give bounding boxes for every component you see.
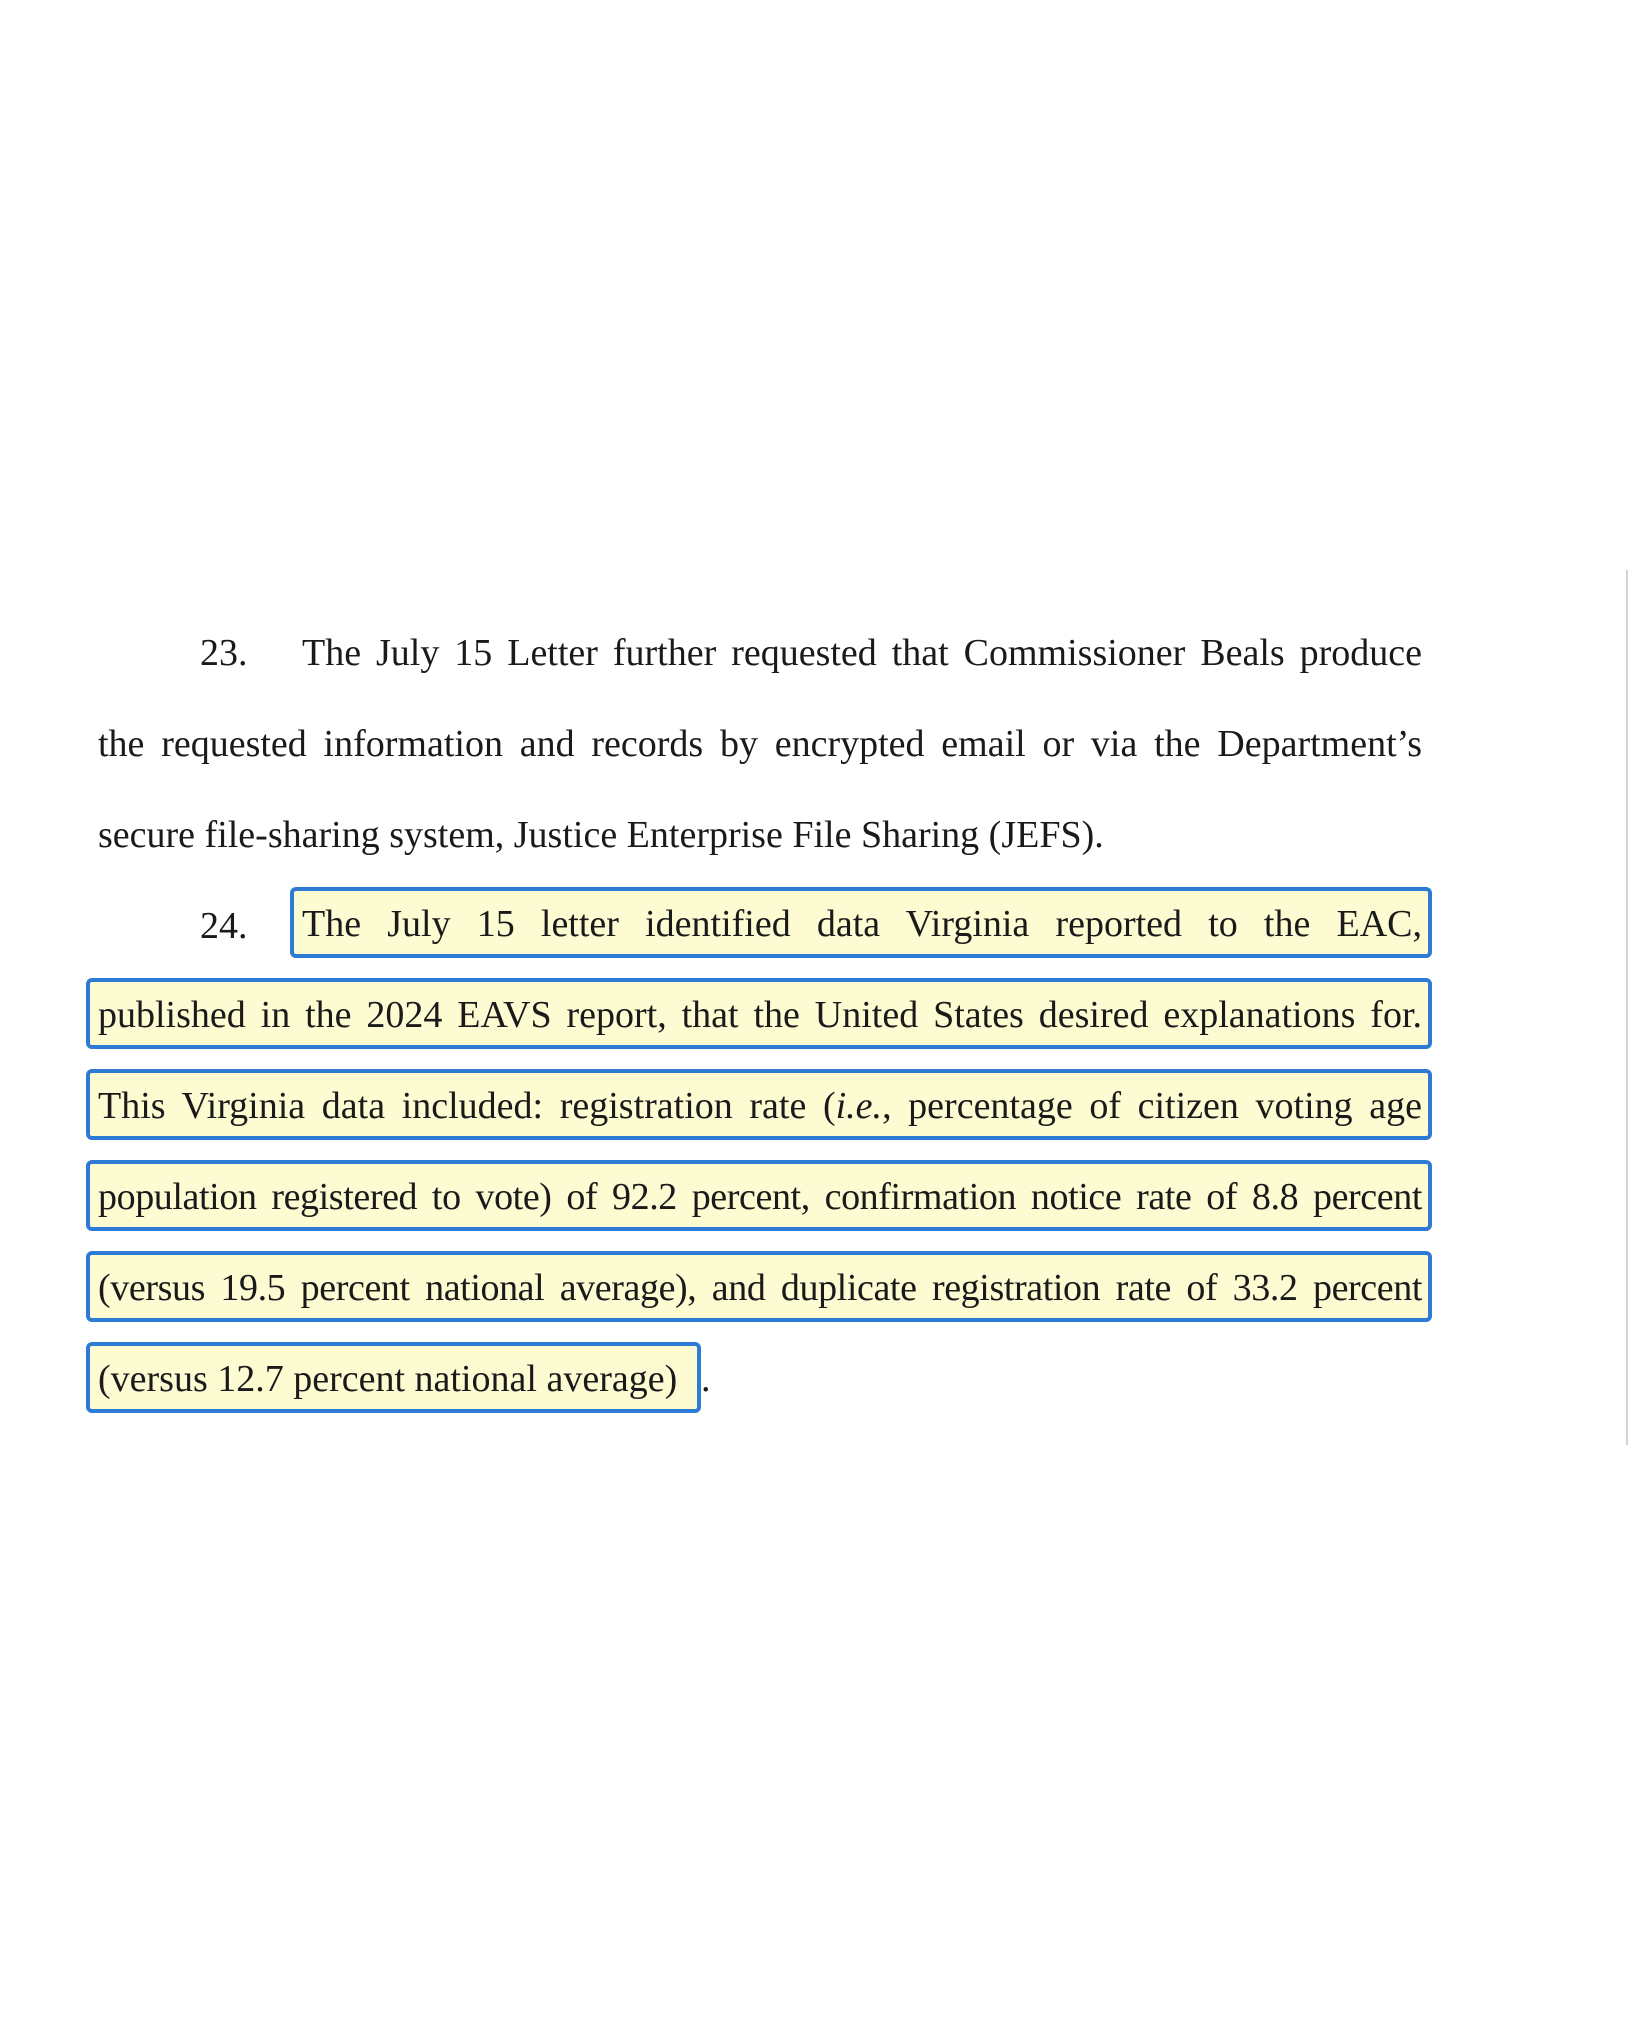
paragraph-number: 23.	[200, 632, 248, 674]
highlighted-line: (versus 12.7 percent national average)	[98, 1358, 678, 1400]
highlighted-line: population registered to vote) of 92.2 percent, confirmation notice rate of 8.8 percent	[98, 1176, 1422, 1218]
text-segment: , percentage of citizen voting age	[882, 1085, 1422, 1127]
highlighted-line: The July 15 letter identified data Virginia reported to the EAC,	[302, 903, 1422, 945]
italic-abbreviation: i.e.	[835, 1085, 883, 1127]
text-highlight[interactable]	[290, 887, 1432, 958]
paragraph-line: the requested information and records by encrypted email or via the Department’s	[98, 723, 1422, 765]
text-highlight[interactable]	[86, 1069, 1432, 1140]
text-highlight[interactable]	[86, 1160, 1432, 1231]
text-highlight[interactable]	[86, 1251, 1432, 1322]
highlighted-line: published in the 2024 EAVS report, that the United States desired explanations for.	[98, 994, 1422, 1036]
highlighted-line	[98, 1071, 1422, 1141]
text-highlight[interactable]	[86, 978, 1432, 1049]
text-highlight[interactable]	[86, 1342, 701, 1413]
paragraph-line: The July 15 Letter further requested that Commissioner Beals produce	[302, 632, 1422, 674]
page-edge-divider	[1626, 570, 1628, 1445]
trailing-period: .	[701, 1358, 711, 1400]
paragraph-number: 24.	[200, 905, 248, 947]
highlighted-line: (versus 19.5 percent national average), and duplicate registration rate of 33.2 percent	[98, 1267, 1422, 1309]
text-segment: This Virginia data included: registration rate (	[98, 1085, 836, 1127]
paragraph-line: secure file-sharing system, Justice Enterprise File Sharing (JEFS).	[98, 814, 1104, 856]
